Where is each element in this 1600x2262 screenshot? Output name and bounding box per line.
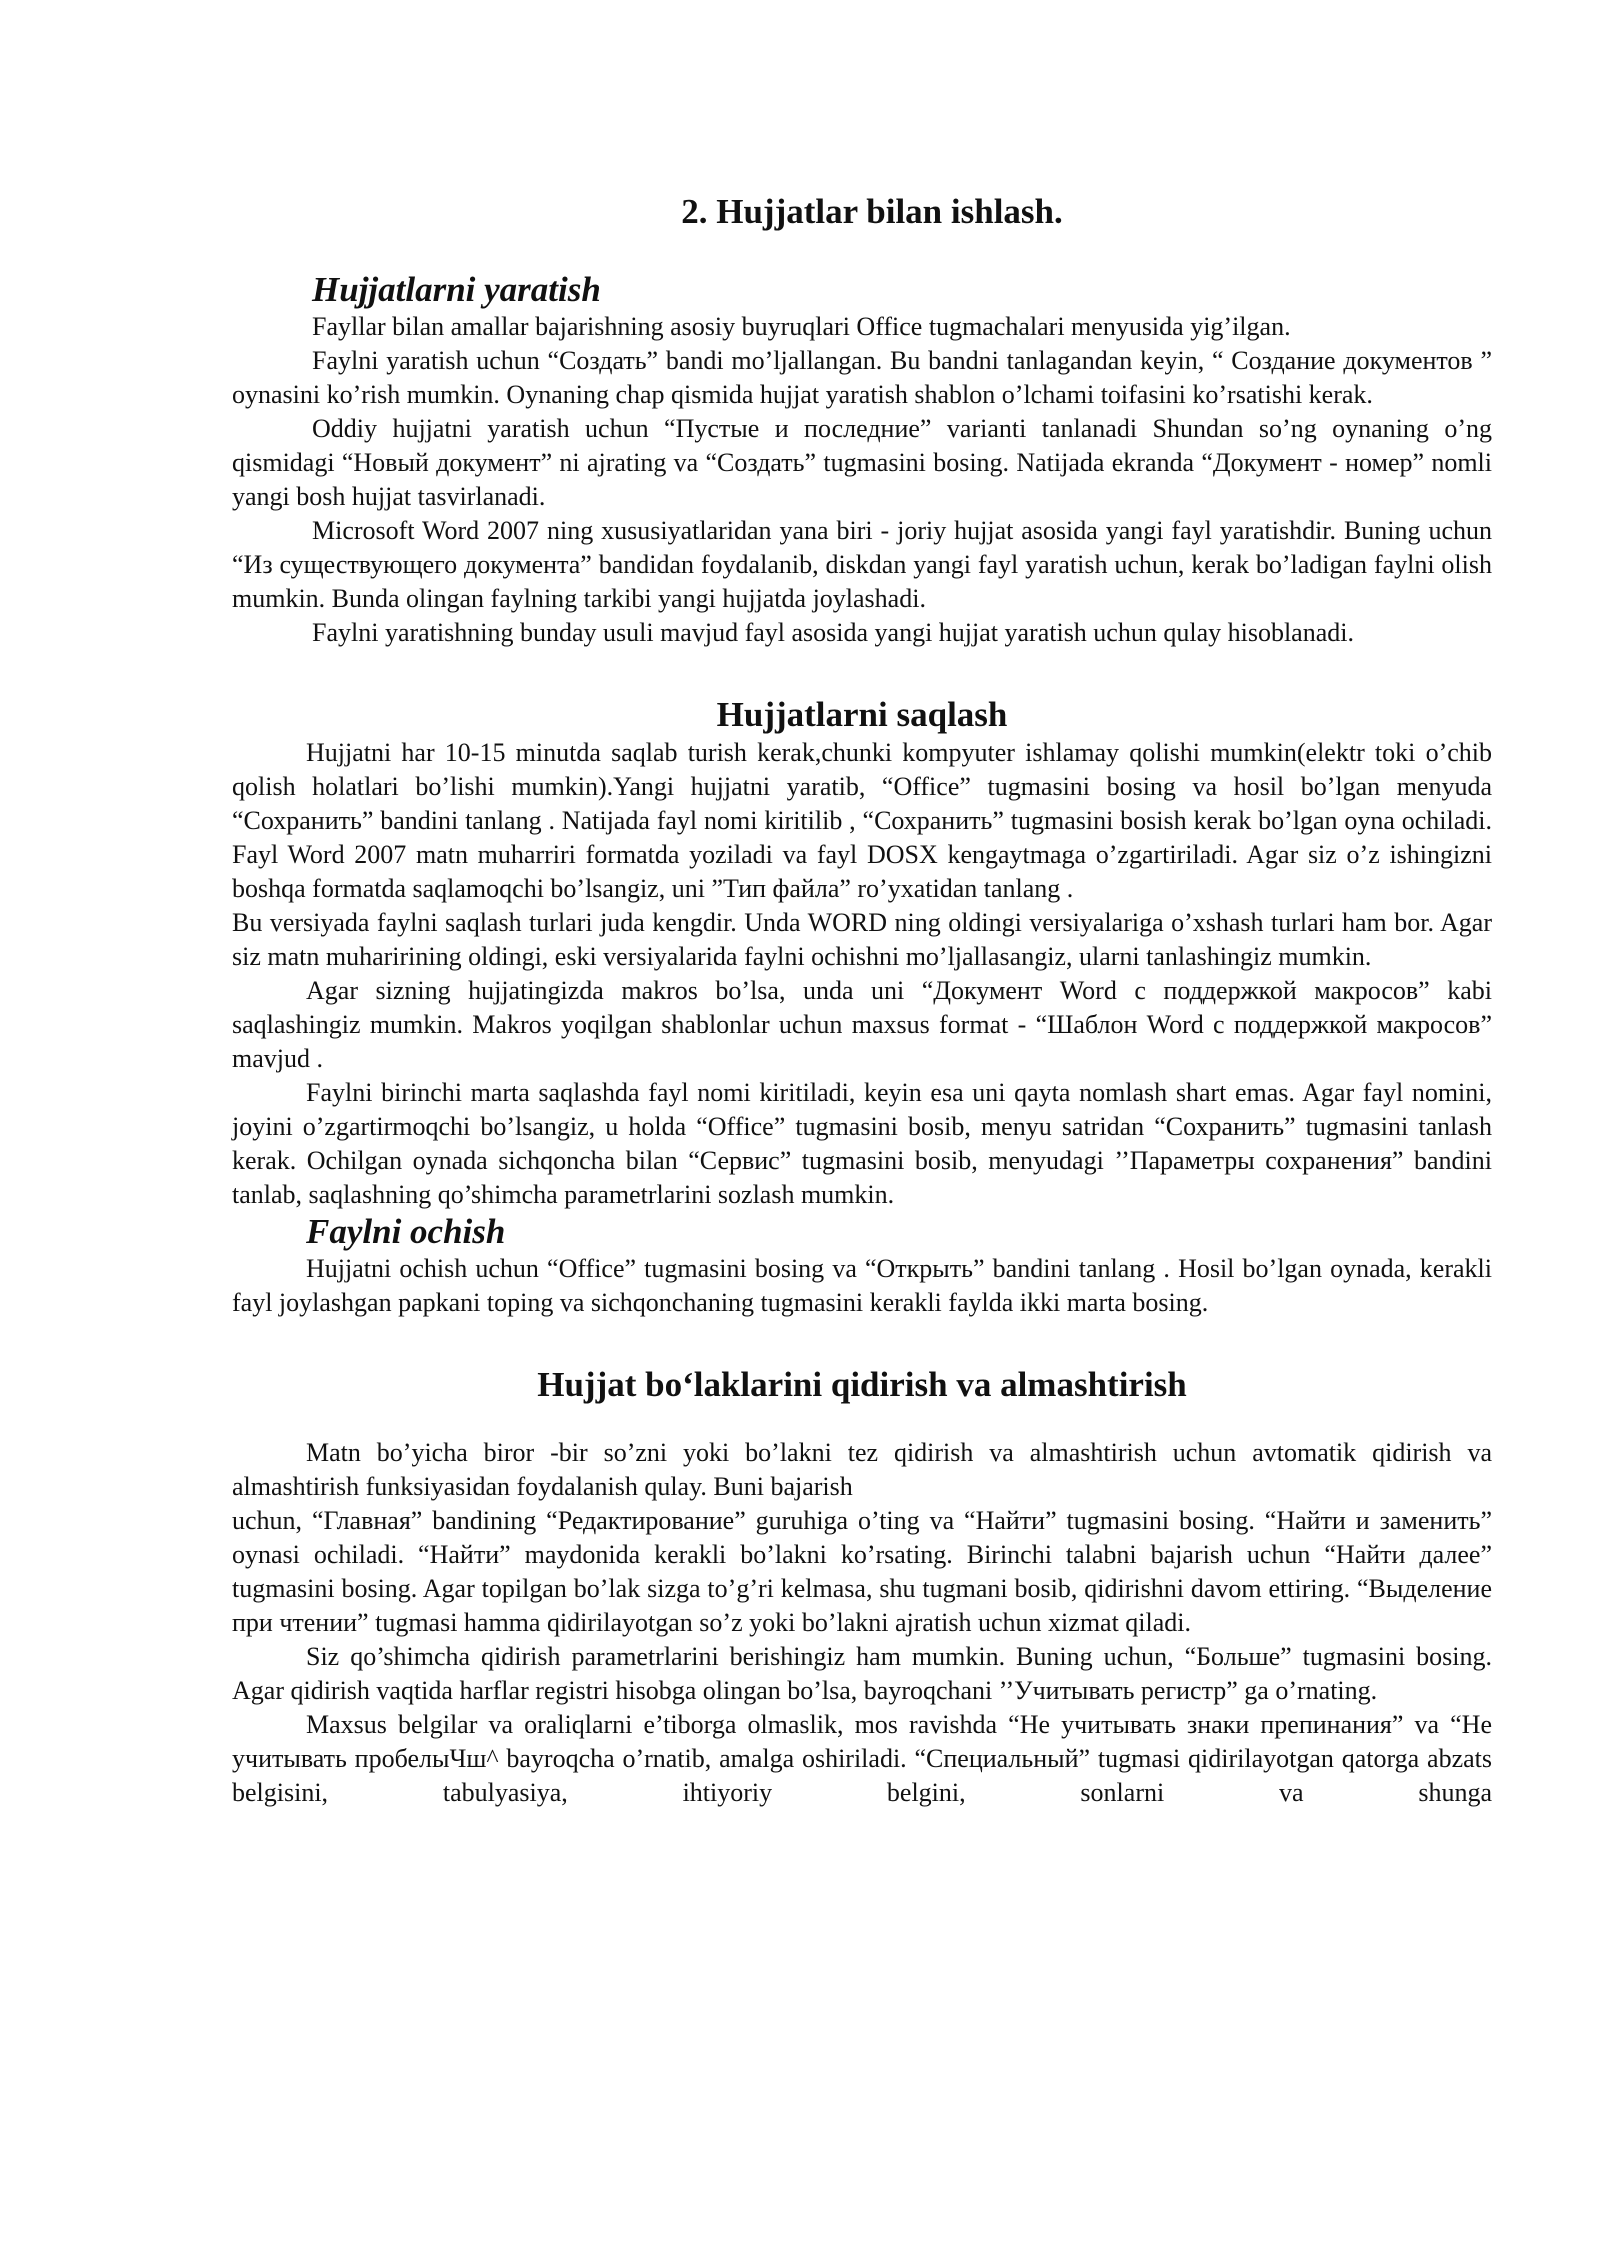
section-heading-ochish: Faylni ochish [306,1212,506,1251]
paragraph: Hujjatni har 10-15 minutda saqlab turish kerak,chunki kompyuter ishlamay qolishi mumkin(elektr toki o’chib qolish holatlari bo’lishi mumkin).Yangi hujjatni yaratib, “Office” tugmasini bosing va hosil bo’lgan menyuda “Сохранить” bandini tanlang . Natijada fayl nomi kiritilib , “Сохранить” tugmasini bosish kerak bo’lgan oyna ochiladi. Fayl Word 2007 matn muharriri formatda yoziladi va fayl DOSX kengaytmaga o’zgartiriladi. Agar siz o’z ishingizni boshqa formatda saqlamoqchi bo’lsangiz, uni ”Тип файла” ro’yxatidan tanlang . [232,738,1492,903]
paragraph: Oddiy hujjatni yaratish uchun “Пустые и последние” varianti tanlanadi Shundan so’ng oynaning o’ng qismidagi “Новый документ” ni ajrating va “Создать” tugmasini bosing. Natijada ekranda “Документ - номер” nomli yangi bosh hujjat tasvirlanadi. [232,414,1492,511]
paragraph: Agar sizning hujjatingizda makros bo’lsa, unda uni “Документ Word с поддержкой макросов” kabi saqlashingiz mumkin. Makros yoqilgan shablonlar uchun maxsus format - “Шаблон Word с поддержкой макросов” mavjud . [232,976,1492,1073]
paragraph: Siz qo’shimcha qidirish parametrlarini berishingiz ham mumkin. Buning uchun, “Больше” tugmasini bosing. Agar qidirish vaqtida harflar registri hisobga olingan bo’lsa, bayroqchani ’’Учитывать регистр” ga o’rnating. [232,1642,1492,1705]
paragraph: uchun, “Главная” bandining “Редактирование” guruhiga o’ting va “Найти” tugmasini bosing. “Найти и заменить” oynasi ochiladi. “Найти” maydonida kerakli bo’lakni ko’rsating. Birinchi talabni bajarish uchun “Найти далее” tugmasini bosing. Agar topilgan bo’lak sizga to’g’ri kelmasa, shu tugmani bosib, qidirishni davom ettiring. “Выделение при чтении” tugmasi hamma qidirilayotgan so’z yoki bo’lakni ajratish uchun xizmat qiladi. [232,1506,1492,1637]
section-heading-qidirish: Hujjat boʻlaklarini qidirish va almashtirish [537,1365,1187,1404]
paragraph: Faylni yaratishning bunday usuli mavjud fayl asosida yangi hujjat yaratish uchun qulay hisoblanadi. [312,618,1354,647]
document-page [232,190,1492,1810]
paragraph: Faylni birinchi marta saqlashda fayl nomi kiritiladi, keyin esa uni qayta nomlash shart emas. Agar fayl nomini, joyini o’zgartirmoqchi bo’lsangiz, u holda “Office” tugmasini bosib, menyu satridan “Сохранить” tugmasini tanlash kerak. Ochilgan oynada sichqoncha bilan “Сервис” tugmasini bosib, menyudagi ’’Параметры сохранения” bandini tanlab, saqlashning qo’shimcha parametrlarini sozlash mumkin. [232,1078,1492,1209]
section-heading-saqlash: Hujjatlarni saqlash [716,695,1008,734]
paragraph: Hujjatni ochish uchun “Office” tugmasini bosing va “Открыть” bandini tanlang . Hosil bo’lgan oynada, kerakli fayl joylashgan papkani toping va sichqonchaning tugmasini kerakli faylda ikki marta bosing. [232,1254,1492,1317]
paragraph: Matn bo’yicha biror -bir so’zni yoki bo’lakni tez qidirish va almashtirish uchun avtomatik qidirish va almashtirish funksiyasidan foydalanish qulay. Buni bajarish [232,1438,1492,1501]
paragraph: Bu versiyada faylni saqlash turlari juda kengdir. Unda WORD ning oldingi versiyalariga o’xshash turlari ham bor. Agar siz matn muharirining oldingi, eski versiyalarida faylni ochishni mo’ljallasangiz, ularni tanlashingiz mumkin. [232,908,1492,971]
paragraph: Faylni yaratish uchun “Создать” bandi mo’ljallangan. Bu bandni tanlagandan keyin, “ Создание документов ” oynasini ko’rish mumkin. Oynaning chap qismida hujjat yaratish shablon o’lchami toifasini ko’rsatishi kerak. [232,346,1492,409]
section-heading-yaratish: Hujjatlarni yaratish [312,270,601,309]
paragraph: Fayllar bilan amallar bajarishning asosiy buyruqlari Office tugmachalari menyusida yig’ilgan. [312,312,1291,341]
page-title: 2. Hujjatlar bilan ishlash. [681,192,1063,231]
paragraph: Maxsus belgilar va oraliqlarni e’tiborga olmaslik, mos ravishda “Не учитывать знаки препинания” va “Не учитывать пробелыЧш^ bayroqcha o’rnatib, amalga oshiriladi. “Специальный” tugmasi qidirilayotgan qatorga abzats belgisini, tabulyasiya, ihtiyoriy belgini, sonlarni va shunga [232,1710,1492,1807]
paragraph: Microsoft Word 2007 ning xususiyatlaridan yana biri - joriy hujjat asosida yangi fayl yaratishdir. Buning uchun “Из существующего документа” bandidan foydalanib, diskdan yangi fayl yaratish uchun, kerak bo’ladigan faylni olish mumkin. Bunda olingan faylning tarkibi yangi hujjatda joylashadi. [232,516,1492,613]
